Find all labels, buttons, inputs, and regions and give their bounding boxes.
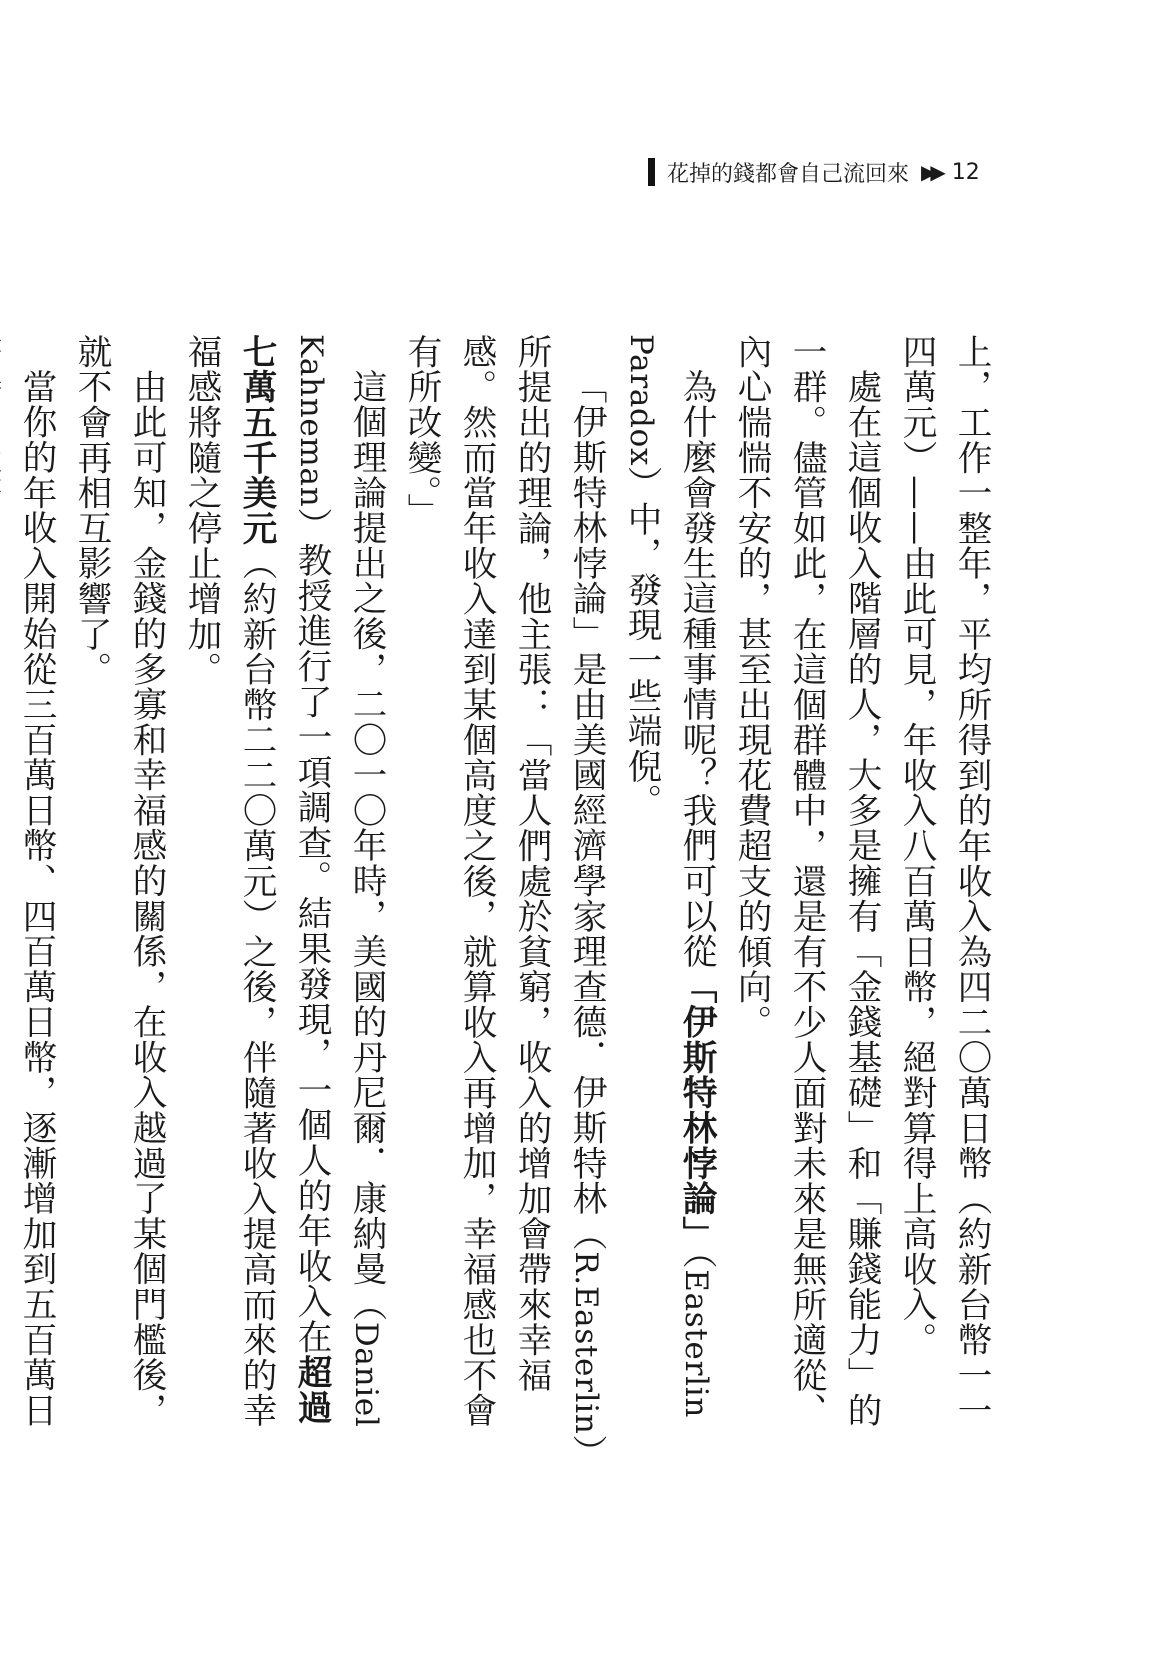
text-segment: ）中，發現一些端倪。 bbox=[621, 466, 661, 820]
text-segment: ）所提出的理論，他主張：「當人們處於貧窮，收入的增加會帶來幸福感。然而當年收入達到某個高度之後，就算收入再增加，幸福感也不會有所改變。」 bbox=[401, 334, 606, 1453]
paragraph bbox=[613, 334, 723, 1454]
paragraph bbox=[173, 334, 393, 1454]
latin-text: Daniel Kahneman bbox=[293, 334, 384, 1428]
paragraph bbox=[0, 334, 63, 1454]
text-segment: 這個理論提出之後，二〇一〇年時，美國的丹尼爾．康納曼（ bbox=[346, 368, 386, 1322]
emphasis-text: 超過七萬五千美元 bbox=[236, 334, 331, 1425]
body-text bbox=[16, 334, 998, 1454]
text-segment: 當你的年收入開始從三百萬日幣、四百萬日幣，逐漸增加到五百萬日 bbox=[16, 368, 56, 1428]
paragraph bbox=[723, 334, 888, 1454]
book-title: 花掉的錢都會自己流回來 bbox=[667, 161, 910, 187]
text-segment: 「伊斯特林悖論」是由美國經濟學家理查德．伊斯特林（ bbox=[566, 368, 606, 1251]
latin-text: R.Easterlin bbox=[568, 1250, 604, 1435]
text-segment: 上，工作一整年，平均所得到的年收入為四二〇萬日幣（約新台幣一一四萬元）——由此可見，年收入八百萬日幣，絕對算得上高收入。 bbox=[896, 334, 991, 1428]
text-segment: 由此可知，金錢的多寡和幸福感的關係，在收入越過了某個門檻後，就不會再相互影響了。 bbox=[71, 334, 166, 1428]
running-header bbox=[648, 152, 1008, 192]
text-segment: ）教授進行了一項調查。結果發現，一個人的年收入在 bbox=[291, 507, 331, 1355]
paragraph bbox=[393, 334, 613, 1454]
emphasis-text: 「伊斯特林悖論」 bbox=[676, 968, 716, 1251]
page-number: 12 bbox=[951, 159, 980, 185]
latin-text: Easterlin Paradox bbox=[623, 334, 714, 1418]
double-arrow-icon: ▶▶ bbox=[921, 160, 940, 184]
text-segment: 處在這個收入階層的人，大多是擁有「金錢基礎」和「賺錢能力」的一群。儘管如此，在這個群體中，還是有不少人面對未來是無所適從、內心惴惴不安的，甚至出現花費超支的傾向。 bbox=[731, 334, 881, 1428]
text-segment: （ bbox=[676, 1250, 716, 1269]
text-segment: 為什麼會發生這種事情呢？我們可以從 bbox=[676, 368, 716, 969]
text-segment: （約新台幣二二〇萬元）之後，伴隨著收入提高而來的幸福感將隨之停止增加。 bbox=[181, 334, 276, 1428]
paragraph bbox=[888, 334, 998, 1454]
paragraph bbox=[63, 334, 173, 1454]
header-bar-mark bbox=[648, 158, 655, 186]
